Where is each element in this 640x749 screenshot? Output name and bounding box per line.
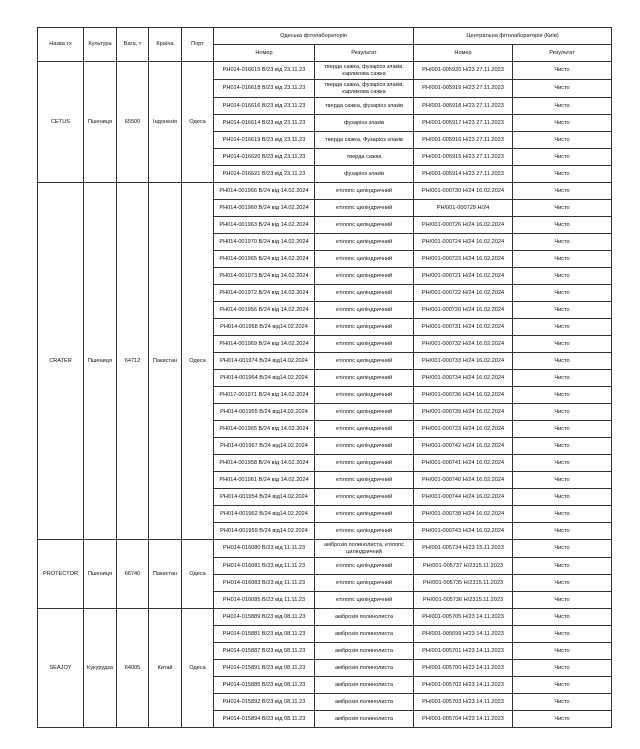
- odesa-number-cell: РН014-016083 В/23 від 11.11.23: [214, 575, 315, 592]
- central-number-cell: РН/001-000738 Н/24 16.02.2024: [414, 506, 513, 523]
- odesa-result-cell: амброзія полинолиста, етілопс циліндричний: [315, 540, 414, 558]
- odesa-result-cell: амброзія полинолиста: [315, 660, 414, 677]
- central-result-cell: Чисто: [513, 132, 612, 149]
- header-crop: Культура: [84, 28, 117, 62]
- header-country: Країна: [149, 28, 182, 62]
- group-vessel: PROTECTOR: [38, 540, 84, 609]
- central-number-cell: РН/001-005705 Н/23 14.11.2023: [414, 609, 513, 626]
- central-result-cell: Чисто: [513, 540, 612, 558]
- odesa-number-cell: РН014-001958 В/24 від 14.02.2024: [214, 455, 315, 472]
- central-number-cell: РН/001-005704 Н/23 14.11.2023: [414, 711, 513, 728]
- central-number-cell: РН/001-000736 Н/24 16.02.2024: [414, 387, 513, 404]
- odesa-result-cell: амброзія полинолиста: [315, 643, 414, 660]
- group-country: Китай: [149, 609, 182, 728]
- central-result-cell: Чисто: [513, 200, 612, 217]
- central-result-cell: Чисто: [513, 183, 612, 200]
- odesa-result-cell: етілопс циліндричний: [315, 251, 414, 268]
- odesa-result-cell: етілопс циліндричний: [315, 234, 414, 251]
- header-port: Порт: [182, 28, 214, 62]
- central-number-cell: РН/001-000730 Н/24 16.02.2024: [414, 183, 513, 200]
- central-number-cell: РН/001-000721 Н/24 16.02.2024: [414, 268, 513, 285]
- table-row: [38, 62, 612, 80]
- odesa-number-cell: РН014-001956 В/24 від 14.02.2024: [214, 302, 315, 319]
- central-number-cell: РН/001-000741 Н/24 16.02.2024: [414, 455, 513, 472]
- odesa-number-cell: РН014-001974 В/24 від14.02.2024: [214, 353, 315, 370]
- central-number-cell: РН/001-005702 Н/23 14.11.2023: [414, 677, 513, 694]
- odesa-result-cell: етілопс циліндричний: [315, 370, 414, 387]
- odesa-number-cell: РН014-015892 В/23 від 08.11.23: [214, 694, 315, 711]
- central-number-cell: РН/001-000722 Н/24 16.02.2024: [414, 285, 513, 302]
- group-weight: 66740: [117, 540, 149, 609]
- central-result-cell: Чисто: [513, 319, 612, 336]
- odesa-result-cell: тверда сажка, фузаріоз злаків, карликова сажка: [315, 80, 414, 98]
- central-number-cell: РН/001-005736 Н/2315.11.2023: [414, 592, 513, 609]
- odesa-result-cell: тверда сажка, Фузаріоз злаків: [315, 132, 414, 149]
- odesa-result-cell: етілопс циліндричний: [315, 455, 414, 472]
- group-vessel: CRATER: [38, 183, 84, 540]
- odesa-number-cell: РН014-001965 В/24 від 14.02.2024: [214, 251, 315, 268]
- odesa-result-cell: етілопс циліндричний: [315, 268, 414, 285]
- odesa-result-cell: амброзія полинолиста: [315, 694, 414, 711]
- group-country: Пакистан: [149, 183, 182, 540]
- odesa-result-cell: етілопс циліндричний: [315, 472, 414, 489]
- odesa-result-cell: фузаріоз злаків: [315, 115, 414, 132]
- central-number-cell: РН/001-000723 Н/24 16.02.2024: [414, 421, 513, 438]
- odesa-number-cell: РН014-015894 В/23 від 08.11.23: [214, 711, 315, 728]
- central-number-cell: РН/001-000729 Н/24: [414, 200, 513, 217]
- central-result-cell: Чисто: [513, 643, 612, 660]
- central-result-cell: Чисто: [513, 302, 612, 319]
- central-number-cell: РН/001-005917 Н/23 27.11.2023: [414, 115, 513, 132]
- group-port: Одеса: [182, 183, 214, 540]
- odesa-number-cell: РН014-016618 В/23 від 23.11.23: [214, 80, 315, 98]
- central-result-cell: Чисто: [513, 575, 612, 592]
- central-number-cell: РН/001-000731 Н/24 16.02.2024: [414, 319, 513, 336]
- odesa-result-cell: етілопс циліндричний: [315, 523, 414, 540]
- odesa-result-cell: етілопс циліндричний: [315, 404, 414, 421]
- odesa-number-cell: РН014-015889 В/23 від 08.11.23: [214, 609, 315, 626]
- odesa-number-cell: РН014-001970 В/24 від 14.02.2024: [214, 234, 315, 251]
- odesa-number-cell: РН014-016619 В/23 від 23.11.23: [214, 132, 315, 149]
- central-result-cell: Чисто: [513, 370, 612, 387]
- header-odesa-lab: Одеська фітолабораторія: [214, 28, 414, 45]
- odesa-result-cell: тверда сажка: [315, 149, 414, 166]
- group-weight: 64712: [117, 183, 149, 540]
- central-number-cell: РН/001-000742 Н/24 16.02.2024: [414, 438, 513, 455]
- central-number-cell: РН/001-005916 Н/23 27.11.2023: [414, 132, 513, 149]
- odesa-number-cell: РН014-016085 В/23 від 11.11.23: [214, 592, 315, 609]
- central-result-cell: Чисто: [513, 98, 612, 115]
- odesa-number-cell: РН014-015881 В/23 від 08.11.23: [214, 626, 315, 643]
- group-crop: Пшениця: [84, 62, 117, 183]
- odesa-number-cell: РН014-001973 В/24 від 14.02.2024: [214, 268, 315, 285]
- central-number-cell: РН/001-000744 Н/24 16.02.2024: [414, 489, 513, 506]
- odesa-number-cell: РН014-015887 В/23 від 08.11.23: [214, 643, 315, 660]
- odesa-result-cell: етілопс циліндричний: [315, 353, 414, 370]
- central-number-cell: РН/001-000724 Н/24 16.02.2024: [414, 234, 513, 251]
- odesa-result-cell: етілопс циліндричний: [315, 421, 414, 438]
- central-number-cell: РН/001-005734 Н/23 15.11.2023: [414, 540, 513, 558]
- odesa-result-cell: етілопс циліндричний: [315, 200, 414, 217]
- odesa-result-cell: етілопс циліндричний: [315, 183, 414, 200]
- odesa-number-cell: РН014-001960 В/24 від 14.02.2024: [214, 200, 315, 217]
- header-weight: Вага, т: [117, 28, 149, 62]
- lab-results-document: [37, 27, 611, 728]
- table-body: [38, 62, 612, 728]
- odesa-number-cell: РН017-001971 В/24 від 14.02.2024: [214, 387, 315, 404]
- odesa-result-cell: етілопс циліндричний: [315, 506, 414, 523]
- group-weight: 65500: [117, 62, 149, 183]
- central-result-cell: Чисто: [513, 62, 612, 80]
- central-result-cell: Чисто: [513, 472, 612, 489]
- odesa-number-cell: РН014-001963 В/24 від 14.02.2024: [214, 217, 315, 234]
- group-port: Одеса: [182, 540, 214, 609]
- odesa-number-cell: РН014-001965 В/24 від 14.02.2024: [214, 421, 315, 438]
- odesa-number-cell: РН014-001959 В/24 від14.02.2024: [214, 523, 315, 540]
- central-number-cell: РН/001-005918 Н/23 27.11.2023: [414, 98, 513, 115]
- central-result-cell: Чисто: [513, 404, 612, 421]
- odesa-result-cell: амброзія полинолиста: [315, 677, 414, 694]
- central-result-cell: Чисто: [513, 558, 612, 575]
- odesa-number-cell: РН014-001954 В/24 від14.02.2024: [214, 489, 315, 506]
- central-number-cell: РН/001-005919 Н/23 27.11.2023: [414, 80, 513, 98]
- table-row: [38, 183, 612, 200]
- odesa-number-cell: РН014-015885 В/23 від 08.11.23: [214, 677, 315, 694]
- odesa-number-cell: РН014-016081 В/23 від 11.11.23: [214, 558, 315, 575]
- central-result-cell: Чисто: [513, 268, 612, 285]
- odesa-number-cell: РН014-016080 В/23 від 11.11.23: [214, 540, 315, 558]
- central-result-cell: Чисто: [513, 115, 612, 132]
- odesa-result-cell: фузаріоз злаків: [315, 166, 414, 183]
- odesa-number-cell: РН014-001969 В/24 від 14.02.2024: [214, 336, 315, 353]
- odesa-number-cell: РН014-016615 В/23 від 23.11.23: [214, 62, 315, 80]
- odesa-number-cell: РН014-001961 В/24 від 14.02.2024: [214, 472, 315, 489]
- header-central-lab: Центральна фітолабораторія (Київ): [414, 28, 612, 45]
- header-central-result: Результат: [513, 45, 612, 62]
- odesa-result-cell: етілопс циліндричний: [315, 319, 414, 336]
- group-country: Пакистан: [149, 540, 182, 609]
- odesa-result-cell: етілопс циліндричний: [315, 592, 414, 609]
- group-vessel: CETUS: [38, 62, 84, 183]
- odesa-number-cell: РН014-015891 В/23 від 08.11.23: [214, 660, 315, 677]
- odesa-result-cell: тверда сажка, фузаріоз злаків, карликова сажка: [315, 62, 414, 80]
- central-result-cell: Чисто: [513, 234, 612, 251]
- central-number-cell: РН/001-000723 Н/24 16.02.2024: [414, 251, 513, 268]
- odesa-result-cell: етілопс циліндричний: [315, 285, 414, 302]
- central-result-cell: Чисто: [513, 217, 612, 234]
- central-number-cell: РН/001-005703 Н/23 14.11.2023: [414, 694, 513, 711]
- central-number-cell: РН/001-000739 Н/24 16.02.2024: [414, 404, 513, 421]
- central-result-cell: Чисто: [513, 677, 612, 694]
- header-odesa-result: Результат: [315, 45, 414, 62]
- central-number-cell: РН/001-005701 Н/23 14.11.2023: [414, 643, 513, 660]
- odesa-number-cell: РН014-001964 В/24 від14.02.2024: [214, 370, 315, 387]
- odesa-result-cell: етілопс циліндричний: [315, 217, 414, 234]
- odesa-number-cell: РН014-016616 В/23 від 23.11.23: [214, 98, 315, 115]
- central-number-cell: РН/001-000734 Н/24 16.02.2024: [414, 370, 513, 387]
- odesa-number-cell: РН014-001962 В/24 від14.02.2024: [214, 506, 315, 523]
- lab-results-table: [37, 27, 612, 728]
- central-result-cell: Чисто: [513, 251, 612, 268]
- central-number-cell: РН/001-005735 Н/2315.11.2023: [414, 575, 513, 592]
- central-result-cell: Чисто: [513, 660, 612, 677]
- header-vessel: Назва тх: [38, 28, 84, 62]
- odesa-number-cell: РН014-016621 В/23 від 23.11.23: [214, 166, 315, 183]
- table-row: [38, 609, 612, 626]
- odesa-number-cell: РН014-016614 В/23 від 23.11.23: [214, 115, 315, 132]
- central-result-cell: Чисто: [513, 711, 612, 728]
- central-result-cell: Чисто: [513, 353, 612, 370]
- odesa-number-cell: РН014-001955 В/24 від14.02.2024: [214, 404, 315, 421]
- central-result-cell: Чисто: [513, 421, 612, 438]
- central-result-cell: Чисто: [513, 455, 612, 472]
- central-number-cell: РН/001-005700 Н/23 14.11.2023: [414, 660, 513, 677]
- central-result-cell: Чисто: [513, 80, 612, 98]
- odesa-number-cell: РН014-001972 В/24 від 14.02.2024: [214, 285, 315, 302]
- odesa-result-cell: етілопс циліндричний: [315, 489, 414, 506]
- odesa-result-cell: етілопс циліндричний: [315, 336, 414, 353]
- central-number-cell: РН/001-005914 Н/23 27.11.2023: [414, 166, 513, 183]
- central-result-cell: Чисто: [513, 285, 612, 302]
- odesa-number-cell: РН014-001966 В/24 від 14.02.2024: [214, 183, 315, 200]
- central-result-cell: Чисто: [513, 166, 612, 183]
- group-vessel: SEAJOY: [38, 609, 84, 728]
- central-number-cell: РН/001-005915 Н/23 27.11.2023: [414, 149, 513, 166]
- central-result-cell: Чисто: [513, 149, 612, 166]
- odesa-result-cell: амброзія полинолиста: [315, 626, 414, 643]
- group-country: Індонезія: [149, 62, 182, 183]
- central-number-cell: РН/001-005699 Н/23 14.11.2023: [414, 626, 513, 643]
- central-result-cell: Чисто: [513, 609, 612, 626]
- odesa-result-cell: етілопс циліндричний: [315, 387, 414, 404]
- group-crop: Пшениця: [84, 540, 117, 609]
- central-result-cell: Чисто: [513, 694, 612, 711]
- central-number-cell: РН/001-000743 Н/24 16.02.2024: [414, 523, 513, 540]
- header-odesa-number: Номер: [214, 45, 315, 62]
- central-result-cell: Чисто: [513, 489, 612, 506]
- group-crop: Пшениця: [84, 183, 117, 540]
- central-number-cell: РН/001-000726 Н/24 16.02.2024: [414, 217, 513, 234]
- odesa-number-cell: РН014-016620 В/23 від 23.11.23: [214, 149, 315, 166]
- odesa-number-cell: РН014-001967 В/24 від14.02.2024: [214, 438, 315, 455]
- central-result-cell: Чисто: [513, 438, 612, 455]
- central-number-cell: РН/001-000740 Н/24 16.02.2024: [414, 472, 513, 489]
- central-result-cell: Чисто: [513, 336, 612, 353]
- odesa-result-cell: тверда сажка, фузаріоз злаків: [315, 98, 414, 115]
- central-result-cell: Чисто: [513, 523, 612, 540]
- group-crop: Кукурудза: [84, 609, 117, 728]
- central-result-cell: Чисто: [513, 387, 612, 404]
- central-result-cell: Чисто: [513, 592, 612, 609]
- odesa-result-cell: етілопс циліндричний: [315, 302, 414, 319]
- central-result-cell: Чисто: [513, 626, 612, 643]
- central-result-cell: Чисто: [513, 506, 612, 523]
- central-number-cell: РН/001-000720 Н/24 16.02.2024: [414, 302, 513, 319]
- central-number-cell: РН/001-005737 Н/2315.11.2023: [414, 558, 513, 575]
- central-number-cell: РН/001-000732 Н/24 16.02.2024: [414, 336, 513, 353]
- group-port: Одеса: [182, 62, 214, 183]
- group-weight: 64005: [117, 609, 149, 728]
- odesa-result-cell: амброзія полинолиста: [315, 711, 414, 728]
- odesa-result-cell: амброзія полинолиста: [315, 609, 414, 626]
- odesa-number-cell: РН014-001968 В/24 від14.02.2024: [214, 319, 315, 336]
- odesa-result-cell: етілопс циліндричний: [315, 438, 414, 455]
- central-number-cell: РН/001-000733 Н/24 16.02.2024: [414, 353, 513, 370]
- central-number-cell: РН/001-005920 Н/23 27.11.2023: [414, 62, 513, 80]
- odesa-result-cell: етілопс циліндричний: [315, 558, 414, 575]
- table-header: [38, 28, 612, 62]
- header-central-number: Номер: [414, 45, 513, 62]
- odesa-result-cell: етілопс циліндричний: [315, 575, 414, 592]
- table-row: [38, 540, 612, 558]
- group-port: Одеса: [182, 609, 214, 728]
